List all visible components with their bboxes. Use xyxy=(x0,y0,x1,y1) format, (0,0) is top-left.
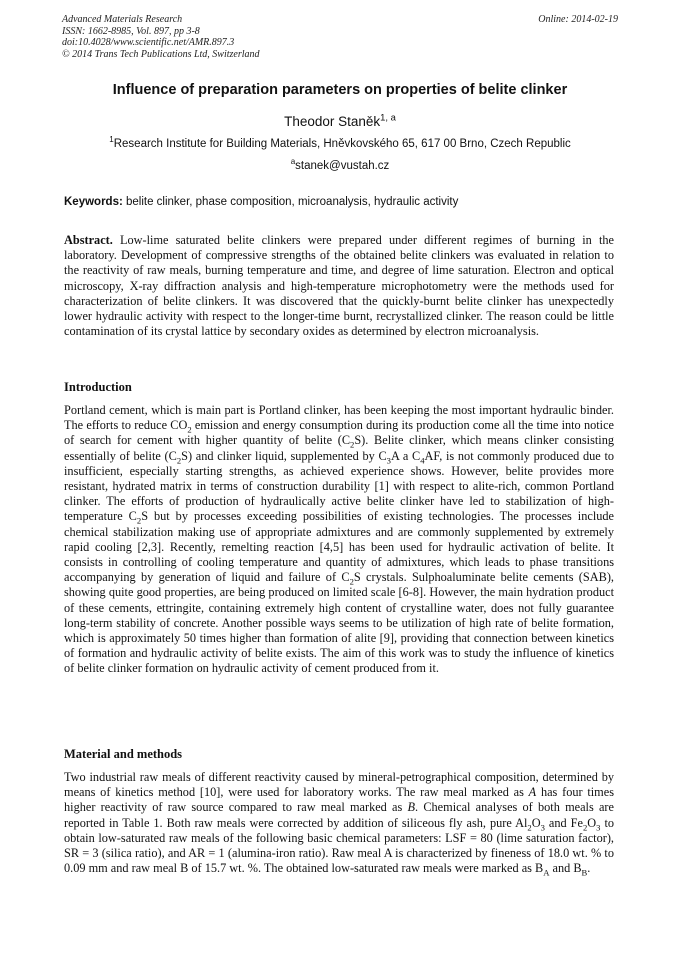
intro-text: emission and energy consumption during its production come all the time into notice of search for cement with higher quantity of belite (C xyxy=(64,418,614,448)
methods-text: Two industrial raw meals of different reactivity caused by mineral-petrographical composition, determined by means of kinetics method [10], were used for laboratory works. The raw meal marked as xyxy=(64,770,614,800)
methods-text: O xyxy=(531,815,541,830)
methods-italic: A xyxy=(528,785,537,800)
email-line xyxy=(62,157,618,172)
journal-header xyxy=(62,14,618,60)
intro-subscript: 2 xyxy=(176,455,182,466)
author-line xyxy=(62,114,618,129)
keywords xyxy=(64,196,620,208)
affiliation-text: Research Institute for Building Materials, Hněvkovského 65, 617 00 Brno, Czech Republic xyxy=(113,138,571,150)
intro-text: A a C xyxy=(390,448,421,463)
intro-subscript: 3 xyxy=(386,455,391,466)
methods-paragraph xyxy=(64,770,614,876)
methods-text: has four times higher reactivity of raw source compared to raw meal marked as xyxy=(64,785,614,815)
online-date: Online: 2014-02-19 xyxy=(538,14,618,25)
doi-line: doi:10.4028/www.scientific.net/AMR.897.3 xyxy=(62,37,235,48)
methods-text: and B xyxy=(549,861,582,876)
methods-subscript: 2 xyxy=(582,822,588,833)
methods-text: O xyxy=(587,815,597,830)
methods-italic: B xyxy=(407,800,416,815)
intro-text: S crystals. Sulphoaluminate belite cements (SAB), showing quite good properties, are being produced on limited scale [6-8]. However, the main hydration product of these cements, ettringite, containing extremely high content of crystalline water, does not fully guarantee long-term stability of concrete. Another possible ways seems to be utilization of high rate of belite formation, which is approximately 50 times higher than formation of alite [9], providing that connection between kinetics of formation and hydraulic activity of belite exists. The aim of this work was to study the influence of kinetics of belite clinker formation on hydraulic activity of cement produced from it. xyxy=(64,570,614,676)
affiliation-line xyxy=(40,135,640,150)
methods-subscript: 2 xyxy=(527,822,532,833)
methods-subscript: 3 xyxy=(596,822,601,833)
keywords-text: belite clinker, phase composition, microanalysis, hydraulic activity xyxy=(122,196,459,208)
intro-text: S). Belite clinker, which means clinker consisting essentially of belite (C xyxy=(64,433,614,463)
methods-text: . xyxy=(587,861,591,876)
intro-text: S) and clinker liquid, supplemented by C xyxy=(181,448,387,463)
introduction-paragraph xyxy=(64,403,614,677)
paper-title: Influence of preparation parameters on properties of belite clinker xyxy=(112,82,568,98)
author-superscript: 1, a xyxy=(380,112,396,124)
intro-subscript: 2 xyxy=(187,424,192,435)
author-name: Theodor Staněk xyxy=(284,114,381,129)
intro-text: Portland cement, which is main part is Portland clinker, has been keeping the most important hydraulic binder. The efforts to reduce CO xyxy=(64,403,614,433)
intro-subscript: 2 xyxy=(349,576,354,587)
methods-text: to obtain low-saturated raw meals of the following basic chemical parameters: LSF = 80 (lime saturation factor), SR = 3 (silica ratio), and AR = 1 (alumina-iron ratio). Raw meal A is characterized by fineness of 18.0 wt. % to 0.09 mm and raw meal B of 15.7 wt. %. The obtained low-saturated raw meals were marked as B xyxy=(64,815,615,876)
journal-name: Advanced Materials Research xyxy=(62,14,183,25)
methods-subscript: B xyxy=(581,867,588,878)
methods-heading: Material and methods xyxy=(64,747,183,761)
intro-subscript: 2 xyxy=(350,439,355,450)
abstract-paragraph xyxy=(64,233,614,339)
intro-subscript: 2 xyxy=(136,515,142,526)
intro-text: AF, is not commonly produced due to insufficient, especially starting strengths, as achieved experience shows. However, belite provides more resistant, hydrated matrix in terms of construction durability [1] with respect to alite-rich, common Portland clinker. The efforts of production of hydraulically active belite clinker have led to stabilization of high-temperature C xyxy=(64,448,615,524)
methods-text: . Chemical analyses of both meals are reported in Table 1. Both raw meals were corrected by addition of siliceous fly ash, pure Al xyxy=(64,800,614,830)
email-superscript: a xyxy=(290,157,296,167)
methods-subscript: 3 xyxy=(540,822,545,833)
issn-line: ISSN: 1662-8985, Vol. 897, pp 3-8 xyxy=(62,25,200,37)
copyright-line: © 2014 Trans Tech Publications Ltd, Switzerland xyxy=(62,48,260,60)
introduction-heading: Introduction xyxy=(64,380,132,394)
methods-text: and Fe xyxy=(544,815,583,830)
email-address: stanek@vustah.cz xyxy=(295,160,390,172)
intro-text: S but by processes exceeding possibilities of existing technologies. The processes include chemical stabilization making use of appropriate admixtures and are commonly supplemented by extremely rapid cooling [2,3]. Recently, remelting reaction [4,5] has been used for hydraulic activation of belite. It consists in controlling of cooling temperature and quantity of admixtures, which leads to phase transitions accompanying by generation of liquid and failure of C xyxy=(64,509,614,585)
abstract-label: Abstract. xyxy=(64,233,113,247)
methods-subscript: A xyxy=(543,867,550,878)
affiliation-superscript: 1 xyxy=(109,135,114,145)
keywords-label: Keywords: xyxy=(64,196,123,208)
abstract-text: Low-lime saturated belite clinkers were prepared under different regimes of burning in the laboratory. Development of compressive strengths of the obtained belite clinkers was evaluated in relation to the reactivity of raw meals, burning temperature and time, and degree of lime saturation. Electron and optical microscopy, X-ray diffraction analysis and high-temperature microphotometry were the methods used for characterization of belite clinkers. It was discovered that the quickly-burnt belite clinker has unexpectedly lower hydraulic activity with respect to the longer-time burnt, recrystallized clinker. The reason could be little contamination of its crystal lattice by secondary oxides as determined by electron microanalysis. xyxy=(64,233,614,339)
intro-subscript: 4 xyxy=(420,455,425,466)
